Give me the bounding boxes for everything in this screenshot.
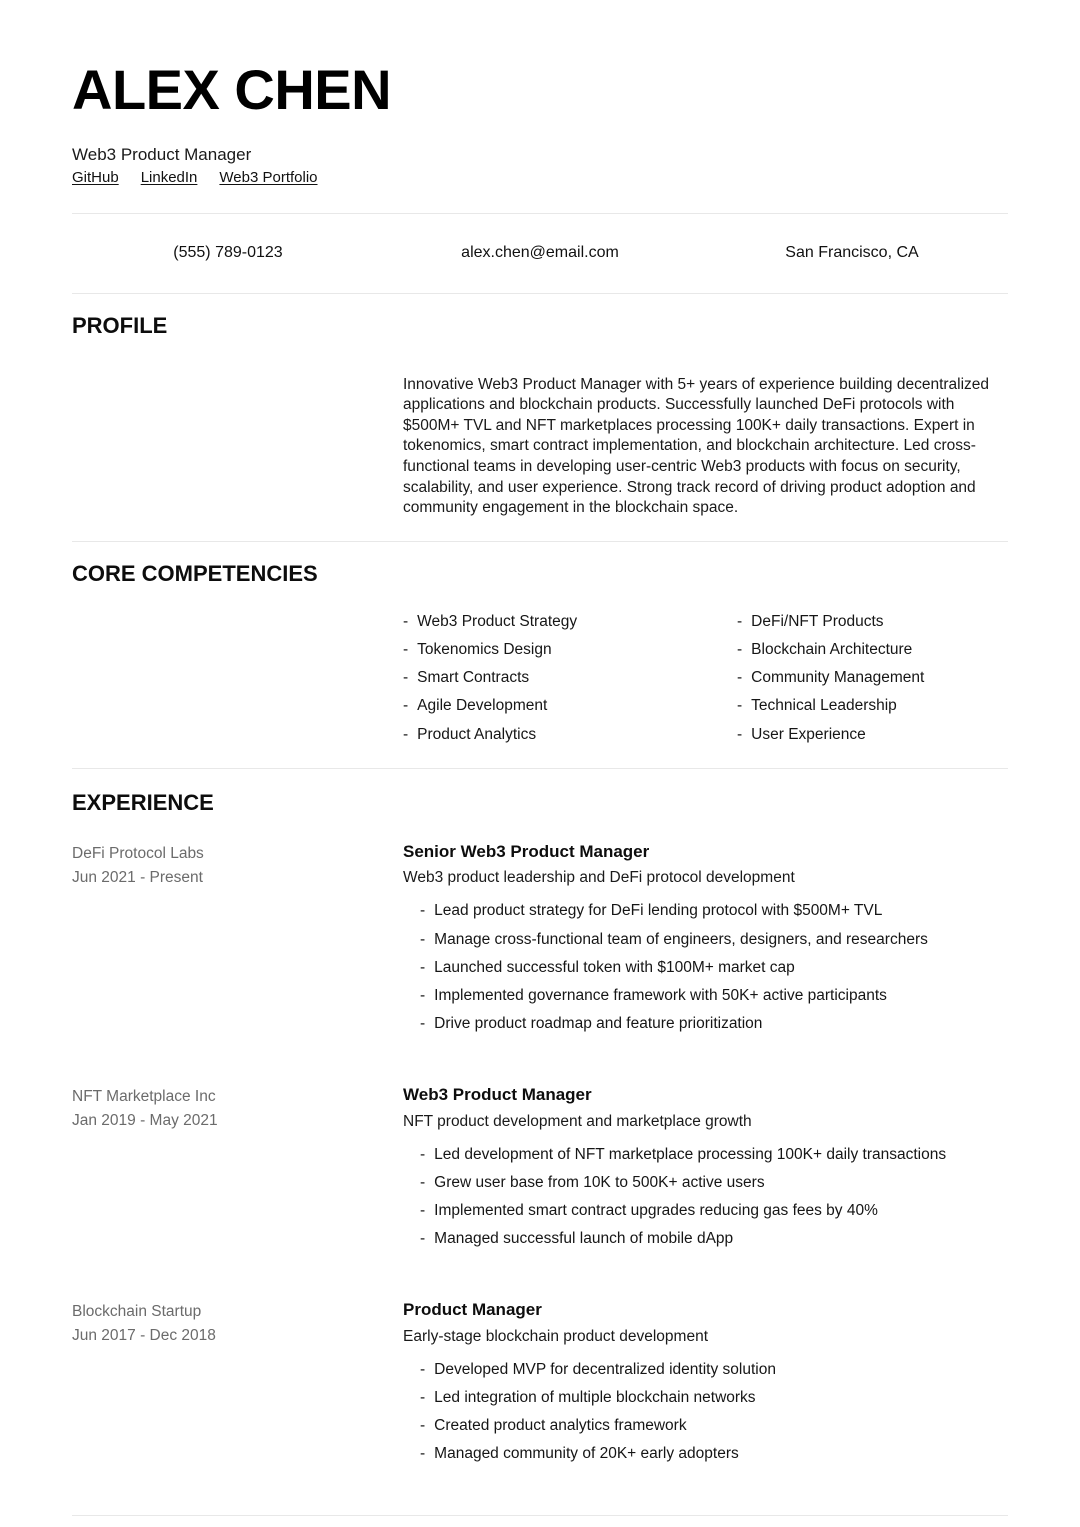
job-bullet: - Led integration of multiple blockchain networks <box>420 1388 1008 1408</box>
job-entry <box>72 842 1008 1042</box>
competency-item: - Product Analytics <box>403 725 737 745</box>
divider <box>72 1515 1008 1516</box>
competency-item: - Technical Leadership <box>737 696 1008 716</box>
job-meta <box>72 842 403 1042</box>
competency-item: - DeFi/NFT Products <box>737 612 1008 632</box>
profile-text: Innovative Web3 Product Manager with 5+ years of experience building decentralized applications and blockchain products. Successfully launched DeFi protocols with $500M+ TVL and NFT marketplaces processing 100K+ daily transactions. Expert in tokenomics, smart contract implementation, and blockchain architecture. Led cross-functional teams in developing user-centric Web3 products with focus on security, scalability, and user experience. Strong track record of driving product adoption and community engagement in the blockchain space. <box>403 375 990 517</box>
job-bullet: - Developed MVP for decentralized identity solution <box>420 1360 1008 1380</box>
contact-row <box>72 214 1008 293</box>
job-meta <box>72 1085 403 1257</box>
job-bullet: - Lead product strategy for DeFi lending protocol with $500M+ TVL <box>420 901 1008 921</box>
job-bullet: - Drive product roadmap and feature prioritization <box>420 1014 1008 1034</box>
job-bullet: - Led development of NFT marketplace processing 100K+ daily transactions <box>420 1145 1008 1165</box>
job-summary: NFT product development and marketplace growth <box>403 1112 752 1130</box>
job-bullets <box>420 1145 1008 1250</box>
job-company: DeFi Protocol Labs <box>72 844 204 862</box>
job-summary: Web3 product leadership and DeFi protocol development <box>403 869 795 887</box>
job-dates: Jan 2019 - May 2021 <box>72 1112 218 1130</box>
job-details <box>403 1300 1008 1472</box>
job-bullets <box>420 901 1008 1034</box>
job-bullets <box>420 1360 1008 1465</box>
competency-item: - Blockchain Architecture <box>737 640 1008 660</box>
job-entry <box>72 1300 1008 1472</box>
profile-section <box>72 294 1008 540</box>
job-details <box>403 842 1008 1042</box>
header-links <box>72 169 1008 187</box>
competency-item: - Community Management <box>737 668 1008 688</box>
experience-section <box>72 769 1008 1473</box>
job-meta <box>72 1300 403 1472</box>
jobs-list <box>72 842 1008 1472</box>
profile-heading: PROFILE <box>72 313 168 339</box>
competency-item: - Agile Development <box>403 696 737 716</box>
competencies-column-2 <box>737 612 1008 753</box>
job-bullet: - Managed successful launch of mobile dApp <box>420 1229 1008 1249</box>
competency-item: - User Experience <box>737 725 1008 745</box>
competencies-heading: CORE COMPETENCIES <box>72 560 318 586</box>
competency-item: - Web3 Product Strategy <box>403 612 737 632</box>
job-bullet: - Implemented governance framework with 50K+ active participants <box>420 986 1008 1006</box>
competency-item: - Smart Contracts <box>403 668 737 688</box>
competencies-column-1 <box>403 612 737 753</box>
competency-item: - Tokenomics Design <box>403 640 737 660</box>
person-name: ALEX CHEN <box>72 58 392 121</box>
job-title: Web3 Product Manager <box>403 1085 592 1105</box>
header-link[interactable]: LinkedIn <box>140 169 198 187</box>
job-entry <box>72 1085 1008 1257</box>
job-bullet: - Launched successful token with $100M+ market cap <box>420 958 1008 978</box>
person-title: Web3 Product Manager <box>72 145 252 164</box>
job-summary: Early-stage blockchain product development <box>403 1327 709 1345</box>
contact-location: San Francisco, CA <box>785 244 919 262</box>
job-title: Product Manager <box>403 1300 542 1320</box>
job-title: Senior Web3 Product Manager <box>403 841 650 861</box>
header-link[interactable]: Web3 Portfolio <box>219 169 318 187</box>
job-company: Blockchain Startup <box>72 1303 202 1321</box>
job-dates: Jun 2021 - Present <box>72 868 203 886</box>
experience-heading: EXPERIENCE <box>72 789 214 815</box>
job-company: NFT Marketplace Inc <box>72 1088 216 1106</box>
competencies-section <box>72 542 1008 768</box>
resume-header <box>72 58 1008 214</box>
job-bullet: - Managed community of 20K+ early adopters <box>420 1444 1008 1464</box>
job-details <box>403 1085 1008 1257</box>
job-bullet: - Manage cross-functional team of engineers, designers, and researchers <box>420 930 1008 950</box>
job-bullet: - Grew user base from 10K to 500K+ active users <box>420 1173 1008 1193</box>
job-bullet: - Implemented smart contract upgrades reducing gas fees by 40% <box>420 1201 1008 1221</box>
job-bullet: - Created product analytics framework <box>420 1416 1008 1436</box>
contact-email: alex.chen@email.com <box>461 244 619 262</box>
contact-phone: (555) 789-0123 <box>173 244 283 262</box>
competencies-grid <box>403 612 1008 753</box>
job-dates: Jun 2017 - Dec 2018 <box>72 1327 216 1345</box>
header-link[interactable]: GitHub <box>72 169 119 187</box>
